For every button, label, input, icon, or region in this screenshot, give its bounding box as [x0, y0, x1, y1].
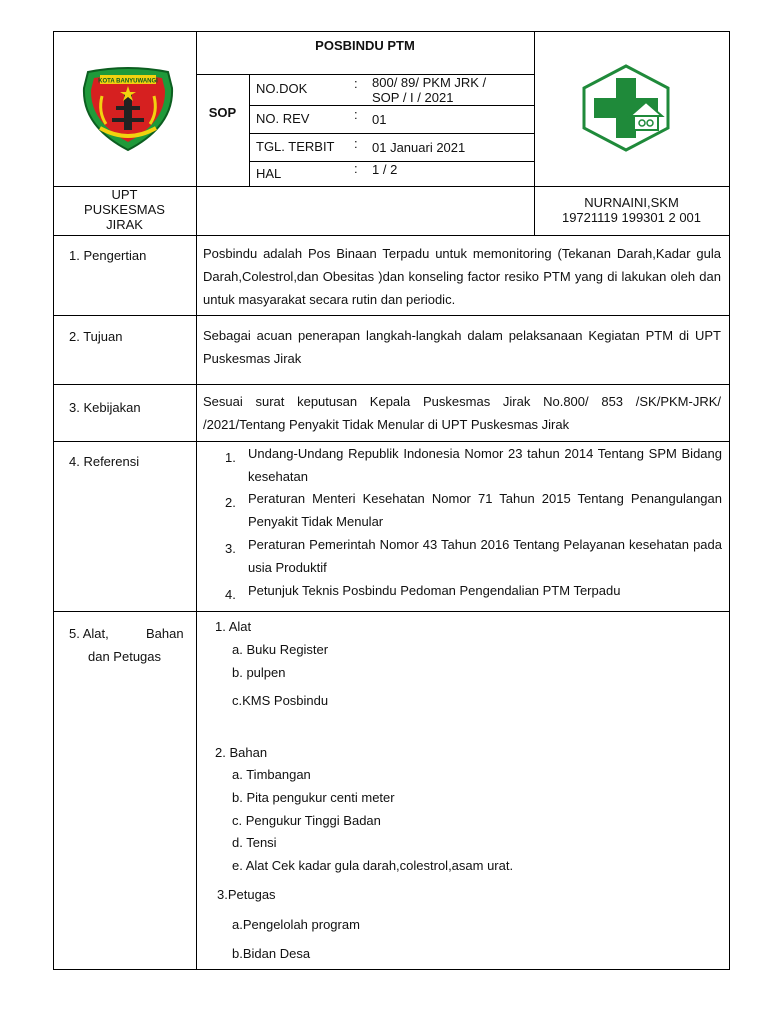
unit-name-line3: JIRAK	[106, 217, 143, 232]
referensi-item: Petunjuk Teknis Posbindu Pedoman Pengendalian PTM Terpadu	[248, 583, 621, 598]
list-item: c. Pengukur Tinggi Badan	[232, 813, 381, 828]
signer-nip: 19721119 199301 2 001	[561, 210, 702, 225]
regency-emblem	[80, 66, 176, 152]
meta-value-norev: 01	[372, 112, 387, 127]
meta-value-nodok-2: SOP / I / 2021	[372, 90, 454, 105]
sop-label: SOP	[208, 105, 237, 120]
section-text-kebijakan: Sesuai surat keputusan Kepala Puskesmas Jirak No.800/ 853 /SK/PKM-JRK/ /2021/Tentang Penyakit Tidak Menular di UPT Puskesmas Jirak	[203, 394, 721, 432]
meta-value-tgl: 01 Januari 2021	[372, 140, 466, 155]
petugas-heading: 3.Petugas	[217, 887, 276, 902]
meta-value-hal: 1 / 2	[372, 162, 398, 177]
list-item: b. Pita pengukur centi meter	[232, 790, 395, 805]
list-item: d. Tensi	[232, 835, 277, 850]
signer-name: NURNAINI,SKM	[584, 195, 679, 210]
meta-colon-hal: :	[354, 161, 358, 176]
meta-value-nodok-1: 800/ 89/ PKM JRK /	[372, 75, 487, 90]
list-item: a. Buku Register	[232, 642, 329, 657]
meta-label-nodok: NO.DOK	[256, 81, 308, 96]
section-label-tujuan: 2. Tujuan	[69, 329, 123, 344]
list-item: b.Bidan Desa	[232, 946, 311, 961]
unit-name-line2: PUSKESMAS	[84, 202, 165, 217]
list-item: a.Pengelolah program	[232, 917, 360, 932]
referensi-item: Peraturan Pemerintah Nomor 43 Tahun 2016 Tentang Pelayanan kesehatan pada usia Produktif	[248, 537, 722, 575]
section-text-pengertian: Posbindu adalah Pos Binaan Terpadu untuk memonitoring (Tekanan Darah,Kadar gula Darah,Colestrol,dan Obesitas )dan konseling factor resiko PTM yang di lakukan oleh dan untuk masyarakat secara rutin dan periodic.	[203, 246, 721, 307]
list-item: a. Timbangan	[232, 767, 311, 782]
section-label-referensi: 4. Referensi	[69, 454, 140, 469]
alat-heading: 1. Alat	[215, 619, 252, 634]
meta-label-hal: HAL	[256, 166, 282, 181]
list-item: c.KMS Posbindu	[232, 693, 329, 708]
referensi-num: 4.	[225, 587, 236, 602]
svg-text:KOTA BANYUWANGI: KOTA BANYUWANGI	[98, 78, 158, 85]
section-label-pengertian: 1. Pengertian	[69, 248, 147, 263]
page-title: POSBINDU PTM	[315, 38, 415, 53]
meta-colon-nodok: :	[354, 76, 358, 91]
list-item: e. Alat Cek kadar gula darah,colestrol,asam urat.	[232, 858, 514, 873]
section-label-alat-c: dan Petugas	[88, 649, 162, 664]
puskesmas-logo	[580, 64, 672, 152]
section-label-alat-a: 5. Alat,	[69, 626, 109, 641]
bahan-heading: 2. Bahan	[215, 745, 268, 760]
list-item: b. pulpen	[232, 665, 286, 680]
meta-colon-tgl: :	[354, 136, 358, 151]
referensi-num: 3.	[225, 541, 236, 556]
section-text-tujuan: Sebagai acuan penerapan langkah-langkah dalam pelaksanaan Kegiatan PTM di UPT Puskesmas Jirak	[203, 328, 721, 366]
referensi-item: Undang-Undang Republik Indonesia Nomor 23 tahun 2014 Tentang SPM Bidang kesehatan	[248, 446, 722, 484]
meta-label-tgl: TGL. TERBIT	[256, 139, 335, 154]
referensi-num: 1.	[225, 450, 236, 465]
section-label-kebijakan: 3. Kebijakan	[69, 400, 141, 415]
referensi-num: 2.	[225, 495, 236, 510]
meta-label-norev: NO. REV	[256, 111, 310, 126]
section-label-alat-b: Bahan	[146, 626, 184, 641]
unit-name-line1: UPT	[111, 187, 138, 202]
meta-colon-norev: :	[354, 107, 358, 122]
referensi-item: Peraturan Menteri Kesehatan Nomor 71 Tahun 2015 Tentang Penangulangan Penyakit Tidak Menular	[248, 491, 722, 529]
